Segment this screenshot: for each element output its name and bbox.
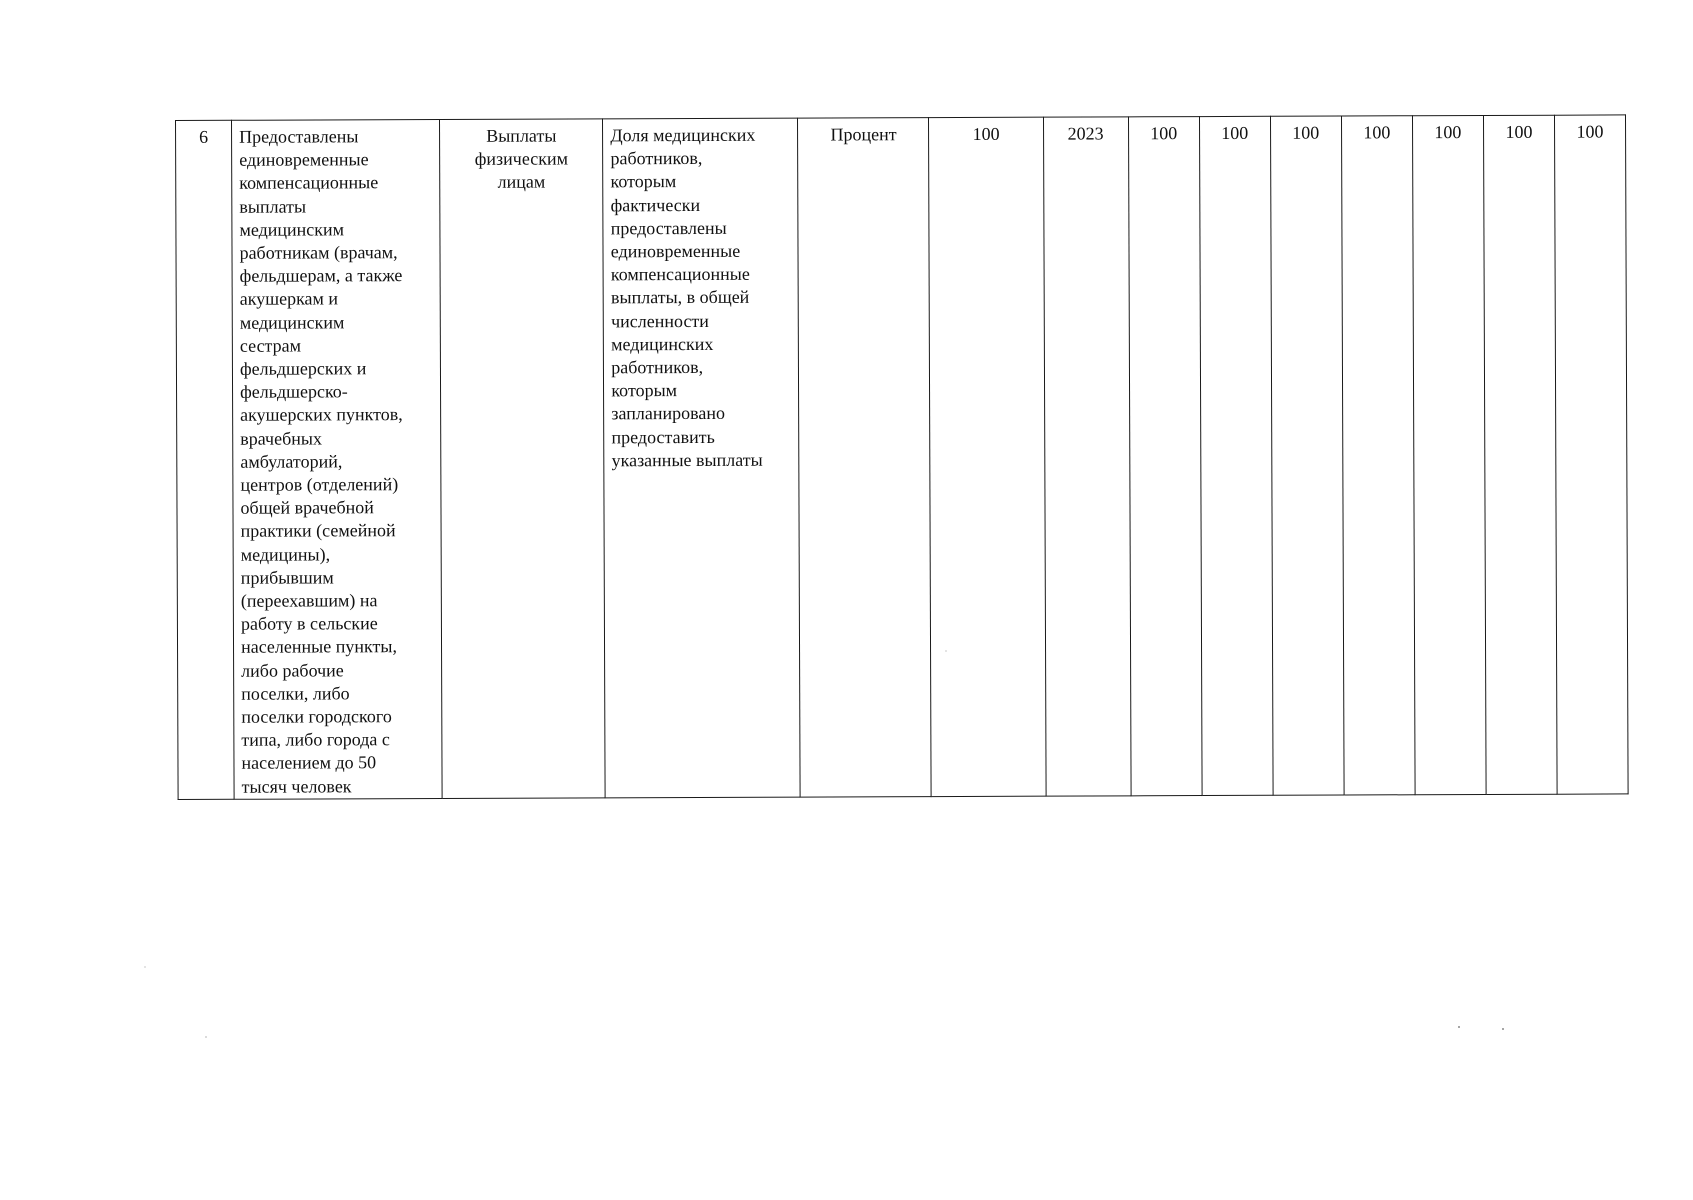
base-year: 2023: [1067, 123, 1104, 144]
year-value-cell: [1199, 116, 1273, 795]
year-value: 100: [1505, 121, 1533, 142]
scan-speck: [1502, 1028, 1504, 1030]
result-type-text: Выплаты физическим лицам: [474, 125, 569, 193]
scan-speck: [1458, 1026, 1460, 1028]
year-value: 100: [1434, 122, 1462, 143]
year-value: 100: [1221, 122, 1249, 143]
scan-speck: [144, 966, 146, 968]
year-value: 100: [1363, 122, 1391, 143]
result-text: Предоставлены единовременные компенсационные выплаты медицинским работникам (врачам, фельдшерам, а также акушеркам и медицинским сестрам фельдшерских и фельдшерско- акушерских пунктов, врачебных амбулаторий, центров (отделений) общей врачебной практики (семейной медицины), прибывшим (переехавшим) на работу в сельские населенные пункты, либо рабочие поселки, либо поселки городского типа, либо города с населением до 50 тысяч человек: [239, 126, 403, 797]
result-cell: [232, 119, 443, 799]
year-value-cell: [1128, 117, 1202, 796]
unit-text: Процент: [830, 124, 897, 145]
base-value: 100: [972, 123, 1000, 144]
base-value-cell: [929, 117, 1046, 796]
indicators-table: [175, 114, 1629, 799]
year-value-cell: [1483, 115, 1557, 794]
row-number: 6: [199, 126, 209, 147]
base-year-cell: [1043, 117, 1131, 796]
year-value: 100: [1292, 122, 1320, 143]
scan-speck: [945, 650, 947, 652]
unit-cell: [798, 118, 932, 797]
row-number-cell: [176, 120, 235, 799]
indicator-text: Доля медицинских работников, которым фактически предоставлены единовременные компенсационные выплаты, в общей численности медицинских работников, которым запланировано предоставить указанные выплаты: [610, 124, 763, 471]
year-value-cell: [1554, 115, 1628, 794]
year-value: 100: [1150, 123, 1178, 144]
year-value-cell: [1341, 116, 1415, 795]
year-value-cell: [1412, 115, 1486, 794]
year-value: 100: [1576, 121, 1604, 142]
result-type-cell: [440, 119, 606, 799]
table-row: [176, 115, 1629, 799]
indicator-cell: [603, 118, 801, 798]
scan-speck: [205, 1036, 207, 1038]
year-value-cell: [1270, 116, 1344, 795]
